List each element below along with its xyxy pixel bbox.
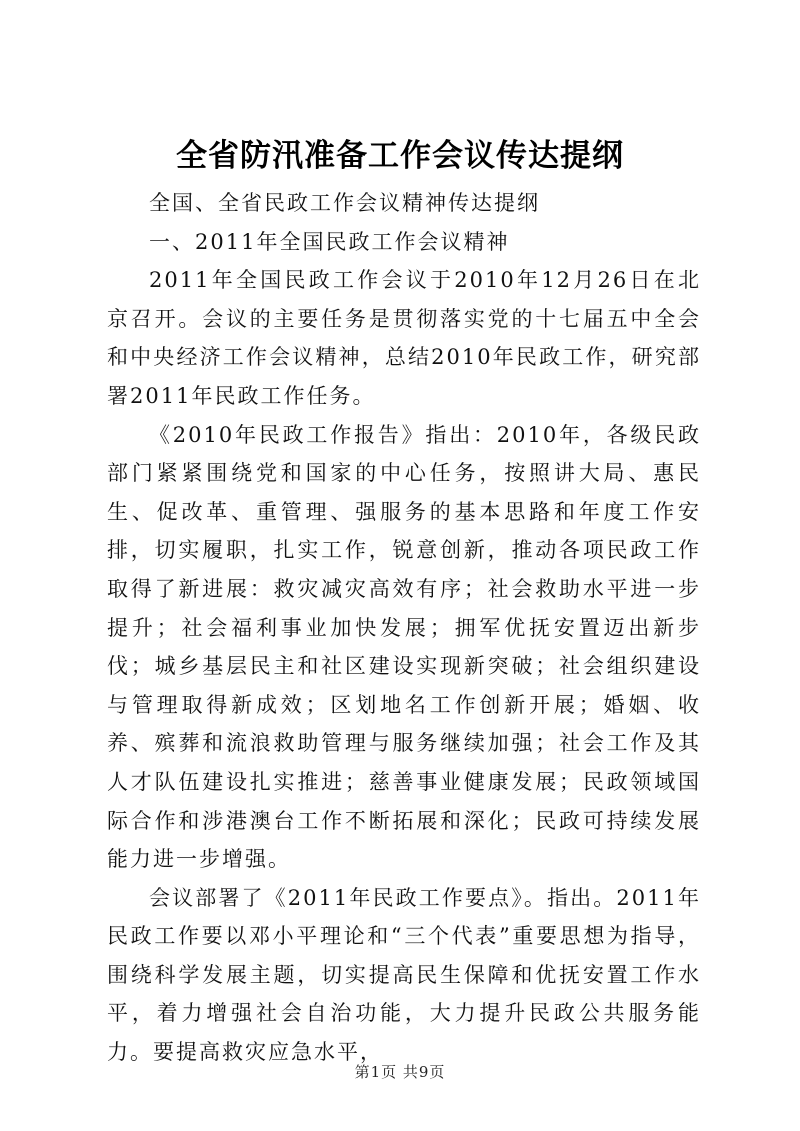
paragraph: 会议部署了《2011年民政工作要点》。指出。2011年民政工作要以邓小平理论和“三个代表”重要思想为指导，围绕科学发展主题，切实提高民生保障和优抚安置工作水平，着力增强社会自治功能，大力提升民政公共服务能力。要提高救灾应急水平， (107, 885, 701, 1065)
paragraph-subtitle: 全国、全省民政工作会议精神传达提纲 (149, 191, 540, 215)
document-title: 全省防汛准备工作会议传达提纲 (176, 138, 624, 174)
page-number-footer: 第1页 共9页 (354, 1063, 446, 1081)
paragraph: 2011年全国民政工作会议于2010年12月26日在北京召开。会议的主要任务是贯彻落实党的十七届五中全会和中央经济工作会议精神，总结2010年民政工作，研究部署2011年民政工作任务。 (107, 268, 701, 408)
paragraph-section-heading: 一、2011年全国民政工作会议精神 (149, 229, 510, 254)
document-body (107, 184, 701, 1072)
paragraph: 《2010年民政工作报告》指出：2010年，各级民政部门紧紧围绕党和国家的中心任务，按照讲大局、惠民生、促改革、重管理、强服务的基本思路和年度工作安排，切实履职，扎实工作，锐意创新，推动各项民政工作取得了新进展：救灾减灾高效有序；社会救助水平进一步提升；社会福利事业加快发展；拥军优抚安置迈出新步伐；城乡基层民主和社区建设实现新突破；社会组织建设与管理取得新成效；区划地名工作创新开展；婚姻、收养、殡葬和流浪救助管理与服务继续加强；社会工作及其人才队伍建设扎实推进；慈善事业健康发展；民政领域国际合作和涉港澳台工作不断拓展和深化；民政可持续发展能力进一步增强。 (107, 422, 701, 872)
